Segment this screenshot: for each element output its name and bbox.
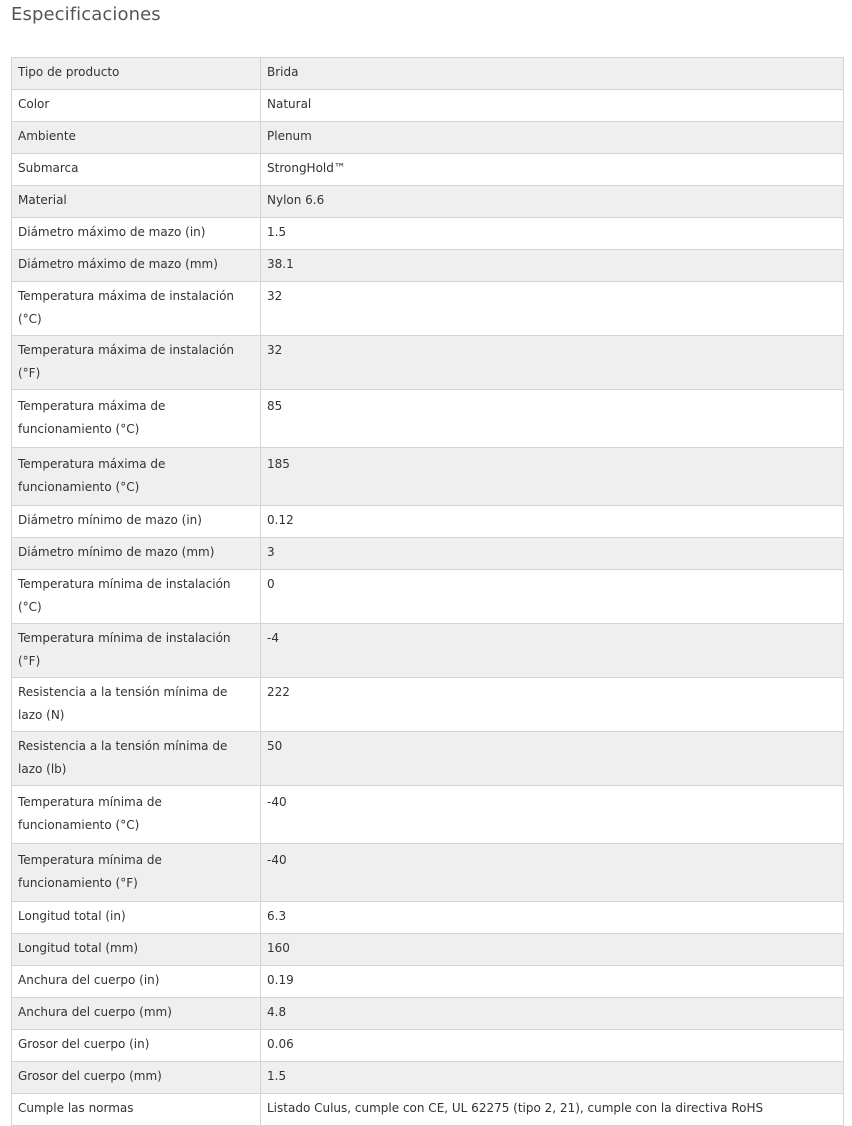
spec-value: 222 xyxy=(261,678,844,732)
spec-value: 6.3 xyxy=(261,902,844,934)
spec-label: Grosor del cuerpo (in) xyxy=(12,1030,261,1062)
table-row xyxy=(12,570,844,624)
spec-value: 0.12 xyxy=(261,506,844,538)
table-row xyxy=(12,732,844,786)
spec-label: Temperatura máxima de instalación (°C) xyxy=(12,282,261,336)
spec-value: 0 xyxy=(261,570,844,624)
spec-value: 85 xyxy=(261,390,844,448)
table-row xyxy=(12,1030,844,1062)
spec-value: -40 xyxy=(261,844,844,902)
spec-label: Diámetro mínimo de mazo (in) xyxy=(12,506,261,538)
spec-value: 4.8 xyxy=(261,998,844,1030)
spec-label: Anchura del cuerpo (mm) xyxy=(12,998,261,1030)
spec-value: Listado Culus, cumple con CE, UL 62275 (tipo 2, 21), cumple con la directiva RoHS xyxy=(261,1094,844,1126)
table-row xyxy=(12,844,844,902)
spec-label: Anchura del cuerpo (in) xyxy=(12,966,261,998)
spec-label: Temperatura mínima de instalación (°C) xyxy=(12,570,261,624)
spec-value: 160 xyxy=(261,934,844,966)
spec-value: -40 xyxy=(261,786,844,844)
spec-value: 50 xyxy=(261,732,844,786)
spec-label: Resistencia a la tensión mínima de lazo (lb) xyxy=(12,732,261,786)
table-row xyxy=(12,448,844,506)
section-title: Especificaciones xyxy=(11,4,161,25)
spec-value: 32 xyxy=(261,282,844,336)
spec-label: Longitud total (in) xyxy=(12,902,261,934)
spec-value: Plenum xyxy=(261,122,844,154)
spec-label: Diámetro mínimo de mazo (mm) xyxy=(12,538,261,570)
table-row xyxy=(12,390,844,448)
spec-label: Ambiente xyxy=(12,122,261,154)
spec-label: Submarca xyxy=(12,154,261,186)
spec-label: Diámetro máximo de mazo (mm) xyxy=(12,250,261,282)
spec-label: Temperatura mínima de funcionamiento (°C) xyxy=(12,786,261,844)
table-row xyxy=(12,966,844,998)
spec-label: Diámetro máximo de mazo (in) xyxy=(12,218,261,250)
spec-label: Resistencia a la tensión mínima de lazo (N) xyxy=(12,678,261,732)
spec-label: Temperatura mínima de instalación (°F) xyxy=(12,624,261,678)
table-row xyxy=(12,218,844,250)
table-row xyxy=(12,336,844,390)
table-row xyxy=(12,154,844,186)
spec-value: Nylon 6.6 xyxy=(261,186,844,218)
spec-value: 38.1 xyxy=(261,250,844,282)
spec-value: StrongHold™ xyxy=(261,154,844,186)
spec-value: 185 xyxy=(261,448,844,506)
spec-label: Grosor del cuerpo (mm) xyxy=(12,1062,261,1094)
spec-label: Temperatura máxima de funcionamiento (°C) xyxy=(12,390,261,448)
table-row xyxy=(12,786,844,844)
table-row xyxy=(12,1062,844,1094)
spec-label: Material xyxy=(12,186,261,218)
spec-label: Temperatura máxima de funcionamiento (°C) xyxy=(12,448,261,506)
table-row xyxy=(12,250,844,282)
spec-value: 0.19 xyxy=(261,966,844,998)
table-row xyxy=(12,902,844,934)
spec-label: Tipo de producto xyxy=(12,58,261,90)
specifications-table xyxy=(11,57,844,1126)
spec-label: Color xyxy=(12,90,261,122)
spec-value: 1.5 xyxy=(261,218,844,250)
table-row xyxy=(12,998,844,1030)
spec-value: Natural xyxy=(261,90,844,122)
spec-value: 1.5 xyxy=(261,1062,844,1094)
table-row xyxy=(12,538,844,570)
table-row xyxy=(12,122,844,154)
table-row xyxy=(12,90,844,122)
spec-label: Temperatura mínima de funcionamiento (°F) xyxy=(12,844,261,902)
table-row xyxy=(12,58,844,90)
spec-value: -4 xyxy=(261,624,844,678)
spec-value: 32 xyxy=(261,336,844,390)
table-row xyxy=(12,1094,844,1126)
table-row xyxy=(12,506,844,538)
table-row xyxy=(12,282,844,336)
spec-value: 0.06 xyxy=(261,1030,844,1062)
spec-label: Temperatura máxima de instalación (°F) xyxy=(12,336,261,390)
table-row xyxy=(12,934,844,966)
spec-label: Cumple las normas xyxy=(12,1094,261,1126)
table-row xyxy=(12,678,844,732)
spec-value: 3 xyxy=(261,538,844,570)
spec-label: Longitud total (mm) xyxy=(12,934,261,966)
table-row xyxy=(12,186,844,218)
spec-value: Brida xyxy=(261,58,844,90)
table-row xyxy=(12,624,844,678)
